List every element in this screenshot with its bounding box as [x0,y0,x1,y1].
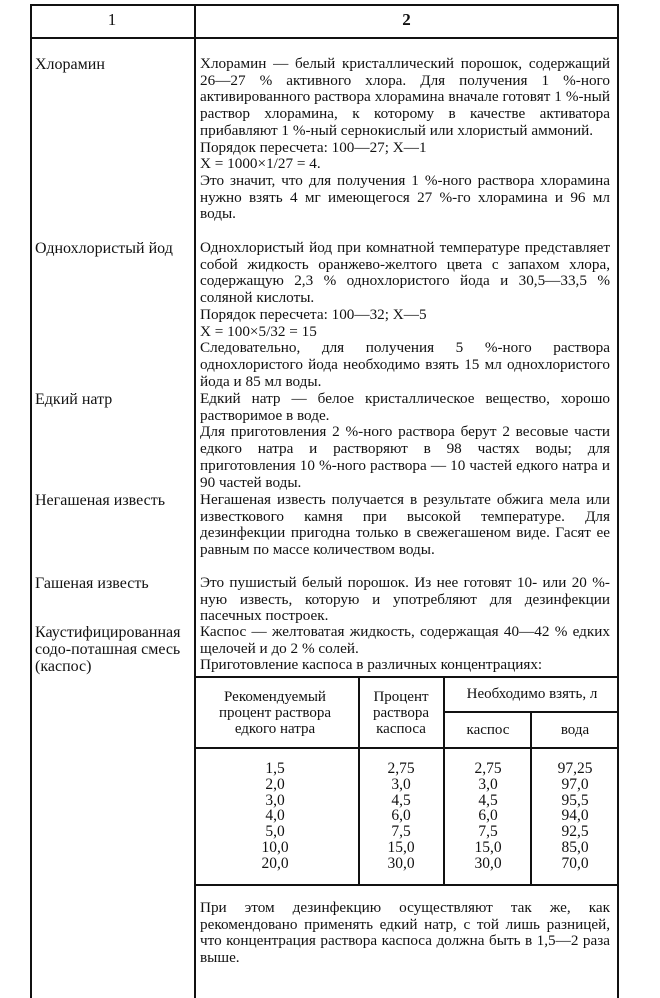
inner-table-top [194,676,619,678]
table-cell: 70,0 [561,854,589,872]
water-volume-column [533,761,617,872]
table-cell: 3,0 [391,775,411,793]
inner-header-water: вода [560,722,590,738]
inner-header-bottom [194,747,619,749]
table-cell: 7,5 [478,823,498,841]
table-cell: 7,5 [391,823,411,841]
inner-header-required: Необходимо взять, л [466,686,598,702]
substance-name: Каустифицированная содо-поташная смесь (каспос) [35,624,181,675]
table-cell: 5,0 [265,823,285,841]
inner-group-divider [443,711,619,713]
table-cell: 6,0 [478,807,498,825]
table-cell: 2,75 [387,760,415,777]
substance-name: Хлорамин [35,56,105,73]
table-cell: 3,0 [265,791,285,809]
table-cell: 4,5 [478,791,498,809]
table-cell: 1,5 [265,760,285,777]
table-cell: 15,0 [387,838,415,856]
table-cell: 2,0 [265,775,285,793]
table-cell: 85,0 [561,838,589,856]
table-cell: 2,75 [474,760,502,777]
table-cell: 97,25 [557,760,593,777]
substance-description: Хлорамин — белый кристаллический порошок, содержащий 26—27 % активного хлора. Для получения 1 %-ного активированного раствора хлорамина вначале готовят 1 %-ный раствор хлорамина, к которому в качестве активатора прибавляют 1 %-ный сернокислый или хлористый аммоний. Порядок пересчета: 100—27; Х—1 Х = 1000×1/27 = 4. Это значит, что для получения 1 %-ного раствора хлорамина нужно взять 4 мг имеющегося 27 %-го хлорамина и 96 мл воды. [200,55,610,223]
substance-name: Едкий натр [35,391,113,408]
table-cell: 30,0 [387,854,415,872]
column-header-2: 2 [402,10,411,29]
caspos-volume-column [446,761,530,872]
column-header-1: 1 [107,10,117,29]
table-cell: 95,5 [561,791,589,809]
table-cell: 94,0 [561,807,589,825]
substance-name: Однохлористый йод [35,240,173,257]
substance-description: Каспос — желтоватая жидкость, содержащая 40—42 % едких щелочей и до 2 % солей. Приготовление каспоса в различных концентрациях: [200,623,610,674]
table-cell: 6,0 [391,807,411,825]
table-cell: 10,0 [261,838,289,856]
substance-description: Негашеная известь получается в результате обжига мела или известкового камня при высокой температуре. Для дезинфекции пригодна только в свежегашеном виде. Гасят ее равным по массе количеством воды. [200,491,610,559]
table-border-right [617,4,619,998]
inner-table-divider-3 [530,711,532,886]
substance-name: Негашеная известь [35,492,165,509]
substance-description: Едкий натр — белое кристаллическое вещество, хорошо растворимое в воде. Для приготовления 2 %-ного раствора берут 2 весовые части едкого натра и растворяют в 98 частях воды; для приготовления 10 %-ного раствора — 10 частей едкого натра и 90 частей воды. [200,390,610,491]
naoh-percent-column [200,761,350,872]
table-cell: 3,0 [478,775,498,793]
substance-name: Гашеная известь [35,575,149,592]
footer-note: При этом дезинфекцию осуществляют так же, как рекомендовано применять едкий натр, с той лишь разницей, что концентрация раствора каспоса должна быть в 1,5—2 раза выше. [200,899,610,967]
substance-description: Это пушистый белый порошок. Из нее готовят 10- или 20 %-ную известь, которую и употребляют для дезинфекции пасечных построек. [200,574,610,625]
table-border-left [30,4,32,998]
table-cell: 4,0 [265,807,285,825]
inner-header-caspos-percent: Процент раствора каспоса [372,689,429,737]
inner-table-divider-2 [443,676,445,886]
table-cell: 97,0 [561,775,589,793]
inner-table-divider-1 [358,676,360,886]
inner-header-naoh-percent: Рекомендуемый процент раствора едкого натра [218,689,332,737]
table-cell: 30,0 [474,854,502,872]
caspos-percent-column [361,761,441,872]
table-cell: 15,0 [474,838,502,856]
table-cell: 92,5 [561,823,589,841]
inner-header-caspos: каспос [466,722,510,738]
inner-table-bottom [194,884,619,886]
table-cell: 4,5 [391,791,411,809]
table-cell: 20,0 [261,854,289,872]
substance-description: Однохлористый йод при комнатной температуре представляет собой жидкость оранжево-желтого цвета с запахом хлора, содержащую 2,3 % однохлористого йода и 30,5—33,5 % соляной кислоты. Порядок пересчета: 100—32; Х—5 Х = 100×5/32 = 15 Следовательно, для получения 5 %-ного раствора однохлористого йода необходимо взять 15 мл однохлористого йода и 85 мл воды. [200,239,610,390]
header-divider [30,37,619,39]
